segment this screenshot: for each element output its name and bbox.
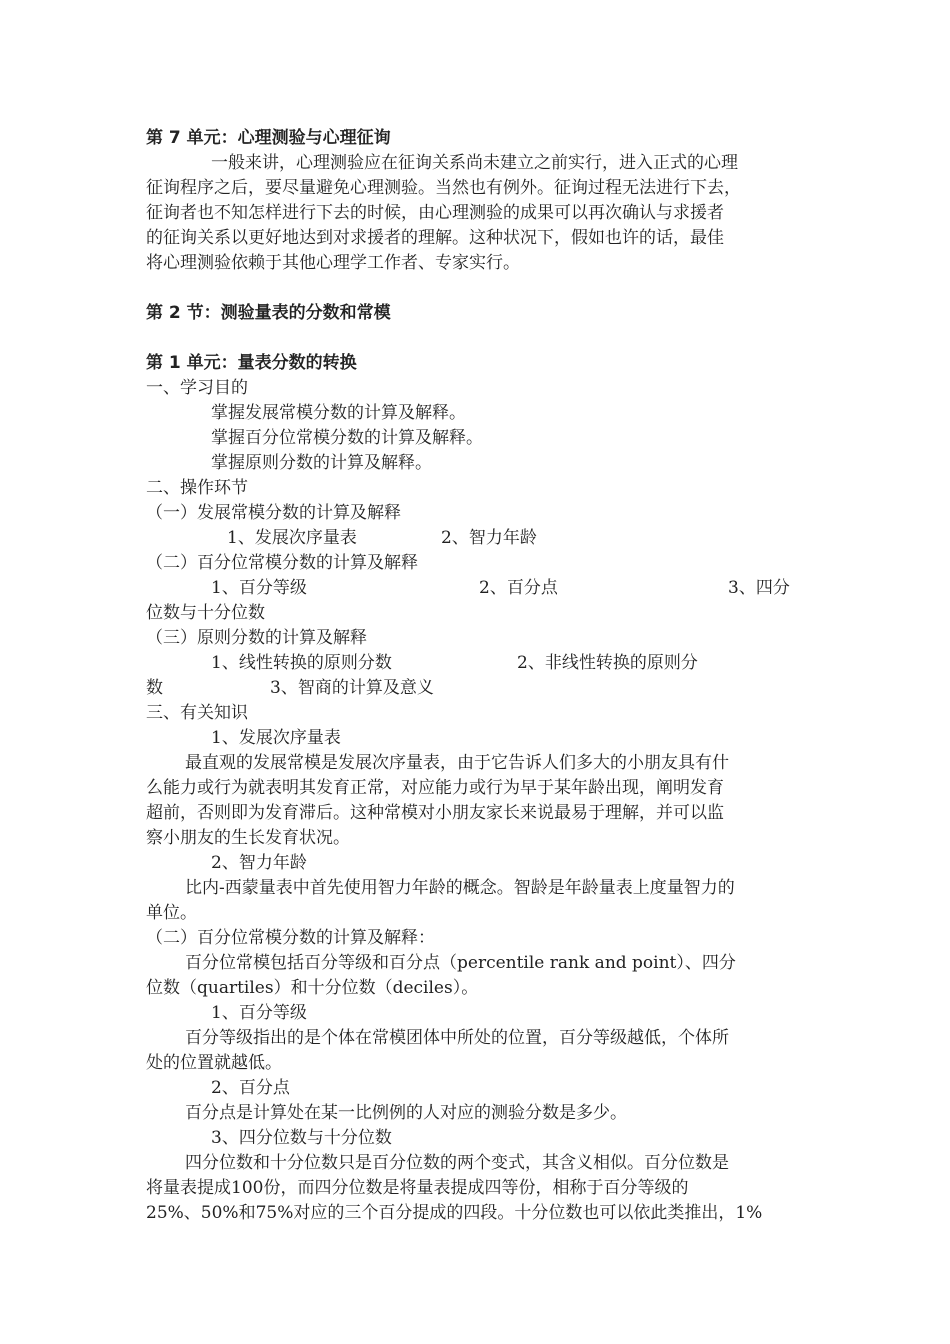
- step3-item: 3、智商的计算及意义: [270, 678, 434, 698]
- k1-para-line: 么能力或行为就表明其发育正常，对应能力或行为早于某年龄出现，阐明发育: [146, 778, 724, 798]
- step2-title: （二）百分位常模分数的计算及解释: [146, 553, 418, 573]
- unit7-para-line: 征询者也不知怎样进行下去的时候，由心理测验的成果可以再次确认与求援者: [146, 203, 724, 223]
- goal-item: 掌握百分位常模分数的计算及解释。: [211, 428, 483, 448]
- k3a-para-line: 处的位置就越低。: [146, 1053, 282, 1073]
- k2-title: 2、智力年龄: [211, 853, 307, 873]
- step1-item: 2、智力年龄: [441, 528, 537, 548]
- k3-para-line: 百分位常模包括百分等级和百分点（percentile rank and point）、四分: [185, 953, 736, 973]
- k3c-para-line: 四分位数和十分位数只是百分位数的两个变式，其含义相似。百分位数是: [185, 1153, 729, 1173]
- k2-para-line: 单位。: [146, 903, 197, 923]
- step3-item: 1、线性转换的原则分数: [211, 653, 392, 673]
- k3b-para-line: 百分点是计算处在某一比例例的人对应的测验分数是多少。: [185, 1103, 627, 1123]
- step2-item: 1、百分等级: [211, 578, 307, 598]
- unit1-heading: 第 1 单元：量表分数的转换: [146, 353, 357, 373]
- k3c-para-line: 25%、50%和75%对应的三个百分提成的四段。十分位数也可以依此类推出，1%: [146, 1203, 763, 1223]
- step3-continuation: 数: [146, 678, 163, 698]
- k3a-para-line: 百分等级指出的是个体在常模团体中所处的位置，百分等级越低，个体所: [185, 1028, 729, 1048]
- step1-item: 1、发展次序量表: [227, 528, 357, 548]
- unit7-para-line: 一般来讲，心理测验应在征询关系尚未建立之前实行，进入正式的心理: [211, 153, 738, 173]
- steps-title: 二、操作环节: [146, 478, 248, 498]
- k1-para-line: 超前，否则即为发育滞后。这种常模对小朋友家长来说最易于理解，并可以监: [146, 803, 724, 823]
- unit7-para-line: 将心理测验依赖于其他心理学工作者、专家实行。: [146, 253, 520, 273]
- unit7-heading: 第 7 单元：心理测验与心理征询: [146, 128, 391, 148]
- step3-item: 2、非线性转换的原则分: [517, 653, 698, 673]
- goals-title: 一、学习目的: [146, 378, 248, 398]
- section2-heading: 第 2 节：测验量表的分数和常模: [146, 303, 391, 323]
- step2-item: 2、百分点: [479, 578, 558, 598]
- k3-heading: （二）百分位常模分数的计算及解释：: [146, 928, 435, 948]
- k3b-title: 2、百分点: [211, 1078, 290, 1098]
- k1-para-line: 最直观的发展常模是发展次序量表，由于它告诉人们多大的小朋友具有什: [185, 753, 729, 773]
- goal-item: 掌握发展常模分数的计算及解释。: [211, 403, 466, 423]
- unit7-para-line: 征询程序之后，要尽量避免心理测验。当然也有例外。征询过程无法进行下去，: [146, 178, 741, 198]
- step2-item: 3、四分: [728, 578, 790, 598]
- knowledge-title: 三、有关知识: [146, 703, 248, 723]
- k3-para-line: 位数（quartiles）和十分位数（deciles）。: [146, 978, 479, 998]
- k1-para-line: 察小朋友的生长发育状况。: [146, 828, 350, 848]
- k3c-title: 3、四分位数与十分位数: [211, 1128, 392, 1148]
- step1-title: （一）发展常模分数的计算及解释: [146, 503, 401, 523]
- k3a-title: 1、百分等级: [211, 1003, 307, 1023]
- step2-continuation: 位数与十分位数: [146, 603, 265, 623]
- step3-title: （三）原则分数的计算及解释: [146, 628, 367, 648]
- unit7-para-line: 的征询关系以更好地达到对求援者的理解。这种状况下，假如也许的话，最佳: [146, 228, 724, 248]
- k1-title: 1、发展次序量表: [211, 728, 341, 748]
- k2-para-line: 比内-西蒙量表中首先使用智力年龄的概念。智龄是年龄量表上度量智力的: [185, 878, 735, 898]
- goal-item: 掌握原则分数的计算及解释。: [211, 453, 432, 473]
- k3c-para-line: 将量表提成100份，而四分位数是将量表提成四等份，相称于百分等级的: [146, 1178, 689, 1198]
